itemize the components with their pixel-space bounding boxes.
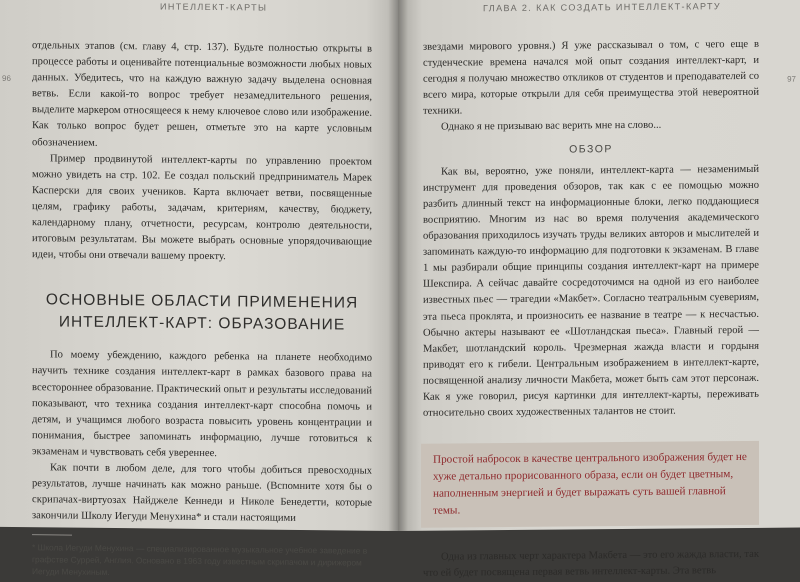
right-text-column <box>423 37 759 582</box>
left-paragraph-1: отдельных этапов (см. главу 4, стр. 137). Будьте полностью открыты в процессе работы и оценивайте потенциальные возможности любых новых данных. Убедитесь, что на каждую важную задачу выделена основная ветвь. Если какой-то вопрос требует незамедлительного решения, выделите маркером относящееся к нему ключевое слово или изображение. Как только вопрос будет решен, отметьте это на карте условным обозначением. <box>32 40 372 149</box>
footnote: * Школа Иегуди Менухина — специализированное музыкальное учебное заведение в графстве Суррей, Англия. Основано в 1963 году известным скрипачом и дирижером Иегуди Менухиным. <box>32 542 368 578</box>
highlight-callout: Простой набросок в качестве центрального изображения будет не хуже детально прорисованного образа, если он будет цветным, наполненным энергией и будет выражать суть вашей главной темы. <box>421 441 759 528</box>
right-page <box>398 0 800 580</box>
footnote-divider <box>32 535 72 536</box>
left-page-number: 96 <box>2 73 11 83</box>
right-paragraph-4: Одна из главных черт характера Макбета — это его жажда власти, так что ей будет посвящена первая ветвь интеллект-карты. Эта ветвь <box>423 549 759 580</box>
right-paragraph-2: Однако я не призываю вас верить мне на слово... <box>441 120 662 134</box>
right-paragraph-1: звездами мирового уровня.) Я уже рассказывал о том, с чего еще в студенческие времена начался мой опыт создания интеллект-карт, и сегодня я получаю множество откликов от студентов и преподавателей со всего мира, которые открыли для себя преимущества этой невероятной техники. <box>423 38 759 118</box>
section-heading: ОСНОВНЫЕ ОБЛАСТИ ПРИМЕНЕНИЯ ИНТЕЛЛЕКТ-КАРТ: ОБРАЗОВАНИЕ <box>45 291 359 334</box>
subsection-heading: ОБЗОР <box>569 142 613 156</box>
left-running-head: ИНТЕЛЛЕКТ-КАРТЫ <box>160 1 268 13</box>
left-page <box>0 0 398 578</box>
right-running-head: ГЛАВА 2. КАК СОЗДАТЬ ИНТЕЛЛЕКТ-КАРТУ <box>483 1 721 14</box>
left-paragraph-2: Пример продвинутой интеллект-карты по управлению проектом можно увидеть на стр. 102. Ее создал польский предприниматель Марек Касперски для своих учеников. Карта включает ветви, посвященные целям, графику работы, задачам, критериям, качеству, бюджету, календарному плану, отчетности, ресурсам, контролю деятельности, итоговым результатам. Вы можете выбрать основные упорядочивающие идеи, чтобы они отвечали вашему проекту. <box>32 153 372 263</box>
book-gutter-shadow <box>388 0 408 531</box>
right-paragraph-3: Как вы, вероятно, уже поняли, интеллект-карта — незаменимый инструмент для проведения обзоров, так как с ее помощью можно разбить длинный текст на информационные блоки, легко поддающиеся восприятию. Многим из нас во время получения академического образования приходилось изучать труды великих авторов и мыслителей и запоминать каждую-то информацию для подготовки к экзаменам. В главе 1 мы разбирали общие принципы создания интеллект-карт на примере Шекспира. А сейчас давайте сосредоточимся на одной из его наиболее известных пьес — трагедии «Макбет». Согласно театральным суевериям, эта пьеса проклята, и произносить ее название в театре — к несчастью. Обычно актеры называют ее «Шотландская пьеса». Главный герой — Макбет, шотландский король. Чрезмерная жажда власти и гордыня приводят его к гибели. Центральным изображением в интеллект-карте, посвященной анализу личности Макбета, может быть сам этот персонаж. Как я уже говорил, рисуя картинки для интеллект-карты, переживать относительно своих художественных талантов не стоит. <box>423 163 759 419</box>
left-text-column <box>32 38 372 581</box>
right-page-number: 97 <box>787 74 796 84</box>
left-paragraph-4: Как почти в любом деле, для того чтобы добиться превосходных результатов, лучше начинать как можно раньше. (Вспомните хотя бы о скрипачах-виртуозах Найджеле Кеннеди и Николе Бенедетти, которые закончили Школу Иегуди Менухина* и стали настоящими <box>32 462 372 525</box>
left-paragraph-3: По моему убеждению, каждого ребенка на планете необходимо научить технике создания интеллект-карт в рамках базового права на всестороннее образование. Практический опыт и результаты исследований показывают, что техника создания интеллект-карт способна помочь и детям, и учащимся любого возраста повысить уровень концентрации и понимания, быстрее запоминать информацию, лучше готовиться к экзаменам и чувствовать себя увереннее. <box>32 349 372 459</box>
